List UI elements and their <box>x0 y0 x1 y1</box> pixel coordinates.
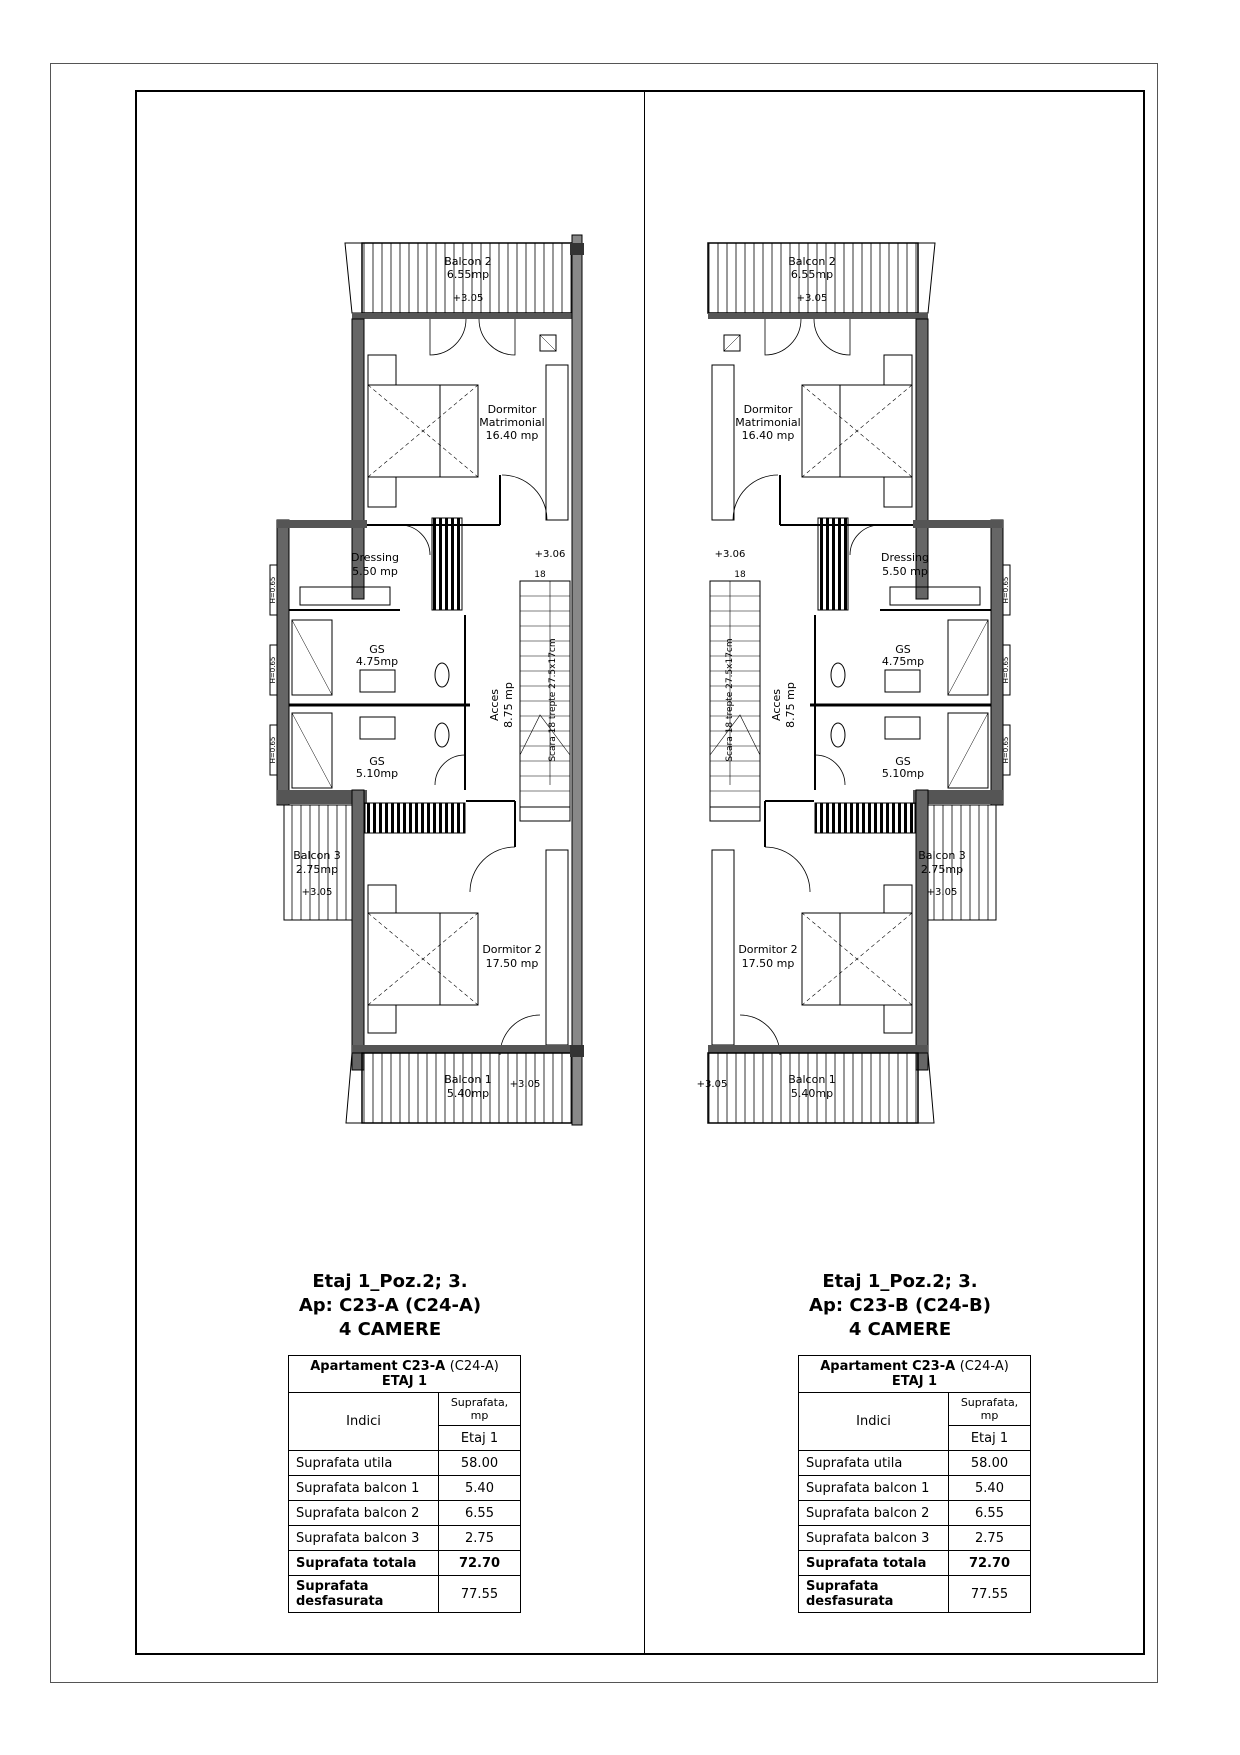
table-row <box>289 1526 521 1551</box>
table-left-subtitle: ETAJ 1 <box>381 1374 428 1389</box>
label-stair-left: Scara 18 trepte 27.5x17cm <box>548 638 558 762</box>
row-value: 72.70 <box>949 1551 1031 1576</box>
table-row <box>289 1451 521 1476</box>
window-h-left-1: H=0.65 <box>269 576 277 604</box>
area-balcon3-right: 2.75mp <box>920 863 964 876</box>
table-row <box>289 1576 521 1613</box>
area-acces-right: 8.75 mp <box>784 682 797 728</box>
label-matrimonial-left: Matrimonial <box>479 416 545 429</box>
level-stair-left: +3.06 <box>534 549 566 560</box>
area-balcon1-left: 5.40mp <box>446 1087 490 1100</box>
row-value: 2.75 <box>949 1526 1031 1551</box>
row-label: Suprafata totala <box>799 1551 949 1576</box>
row-label: Suprafata balcon 2 <box>289 1501 439 1526</box>
label-balcon1-left: Balcon 1 <box>444 1073 492 1086</box>
table-left-col-etaj: Etaj 1 <box>439 1426 521 1451</box>
caption-right <box>720 1270 1080 1342</box>
row-value: 5.40 <box>949 1476 1031 1501</box>
table-row <box>799 1576 1031 1613</box>
level-balcon1-right: +3.05 <box>696 1079 728 1090</box>
labels-left <box>269 255 565 1100</box>
label-gs2-right: GS <box>895 755 911 768</box>
label-balcon1-right: Balcon 1 <box>788 1073 836 1086</box>
bed-matrimonial-left <box>368 355 478 507</box>
table-right-subtitle: ETAJ 1 <box>891 1374 938 1389</box>
stair-top-step-right: 18 <box>734 570 746 580</box>
table-row <box>289 1476 521 1501</box>
area-acces-left: 8.75 mp <box>502 682 515 728</box>
table-row <box>289 1501 521 1526</box>
table-left-title <box>289 1356 521 1393</box>
label-matrimonial-right: Matrimonial <box>735 416 801 429</box>
table-row <box>799 1551 1031 1576</box>
area-balcon3-left: 2.75mp <box>295 863 339 876</box>
level-stair-right: +3.06 <box>714 549 746 560</box>
window-h-left-2: H=0.65 <box>269 656 277 684</box>
level-balcon1-left: +3.05 <box>509 1079 541 1090</box>
window-h-right-1: H=0.65 <box>1002 576 1010 604</box>
row-label: Suprafata utila <box>799 1451 949 1476</box>
row-label: Suprafata totala <box>289 1551 439 1576</box>
label-stair-right: Scara 18 trepte 27.5x17cm <box>725 638 735 762</box>
area-dormitor2-right: 17.50 mp <box>741 957 795 970</box>
label-dormitor2-left: Dormitor 2 <box>482 943 542 956</box>
label-dressing-right: Dressing <box>881 551 929 564</box>
caption-right-line2: Ap: C23-B (C24-B) <box>809 1295 991 1316</box>
row-label: Suprafata utila <box>289 1451 439 1476</box>
caption-right-line1: Etaj 1_Poz.2; 3. <box>822 1271 978 1292</box>
table-row <box>799 1451 1031 1476</box>
area-gs1-left: 4.75mp <box>355 655 399 668</box>
label-acces-right: Acces <box>770 689 783 721</box>
apartment-right <box>708 243 1010 1123</box>
window-h-right-3: H=0.65 <box>1002 736 1010 764</box>
label-acces-left: Acces <box>488 689 501 721</box>
table-right-title-thin: (C24-A) <box>959 1359 1009 1374</box>
area-gs2-left: 5.10mp <box>355 767 399 780</box>
table-row <box>799 1501 1031 1526</box>
table-row <box>799 1526 1031 1551</box>
label-gs2-left: GS <box>369 755 385 768</box>
label-gs1-left: GS <box>369 643 385 656</box>
area-balcon2-right: 6.55mp <box>790 268 834 281</box>
bed-dormitor-2-left <box>368 885 478 1033</box>
apartment-left <box>270 243 572 1123</box>
table-left-col-unit: Suprafata, mp <box>439 1393 521 1426</box>
area-dormitor-matrimonial-left: 16.40 mp <box>485 429 539 442</box>
table-row <box>799 1476 1031 1501</box>
row-value: 6.55 <box>949 1501 1031 1526</box>
area-dormitor2-left: 17.50 mp <box>485 957 539 970</box>
caption-left-line2: Ap: C23-A (C24-A) <box>298 1295 482 1316</box>
area-table-right <box>798 1355 1031 1613</box>
row-value: 6.55 <box>439 1501 521 1526</box>
caption-right-line3: 4 CAMERE <box>848 1319 952 1340</box>
row-value: 58.00 <box>949 1451 1031 1476</box>
table-row <box>289 1551 521 1576</box>
party-wall <box>572 235 582 1125</box>
floor-plan-svg <box>270 235 1010 1265</box>
label-balcon2-right: Balcon 2 <box>788 255 836 268</box>
area-dressing-left: 5.50 mp <box>352 565 398 578</box>
row-value: 72.70 <box>439 1551 521 1576</box>
area-gs2-right: 5.10mp <box>881 767 925 780</box>
label-dormitor2-right: Dormitor 2 <box>738 943 798 956</box>
label-gs1-right: GS <box>895 643 911 656</box>
level-balcon3-right: +3.05 <box>926 887 958 898</box>
table-right-col-unit: Suprafata, mp <box>949 1393 1031 1426</box>
row-label: Suprafata balcon 3 <box>289 1526 439 1551</box>
row-value: 2.75 <box>439 1526 521 1551</box>
caption-left-line3: 4 CAMERE <box>338 1319 442 1340</box>
table-right-title-bold: Apartament C23-A <box>820 1359 956 1374</box>
labels-right <box>697 255 1010 1100</box>
area-dressing-right: 5.50 mp <box>882 565 928 578</box>
level-balcon2-left: +3.05 <box>452 293 484 304</box>
table-right-title <box>799 1356 1031 1393</box>
window-h-right-2: H=0.65 <box>1002 656 1010 684</box>
row-value: 77.55 <box>949 1576 1031 1613</box>
window-h-left-3: H=0.65 <box>269 736 277 764</box>
row-label: Suprafata desfasurata <box>799 1576 949 1613</box>
row-value: 5.40 <box>439 1476 521 1501</box>
label-balcon2-left: Balcon 2 <box>444 255 492 268</box>
level-balcon2-right: +3.05 <box>796 293 828 304</box>
stair-top-step-left: 18 <box>534 570 546 580</box>
caption-left-line1: Etaj 1_Poz.2; 3. <box>312 1271 468 1292</box>
label-balcon3-right: Balcon 3 <box>918 849 966 862</box>
row-label: Suprafata balcon 2 <box>799 1501 949 1526</box>
level-balcon3-left: +3.05 <box>301 887 333 898</box>
area-table-left <box>288 1355 521 1613</box>
caption-left <box>210 1270 570 1342</box>
table-left-title-thin: (C24-A) <box>449 1359 499 1374</box>
label-dormitor-matrimonial-right: Dormitor <box>743 403 793 416</box>
table-left-col-indici: Indici <box>289 1393 439 1451</box>
row-label: Suprafata desfasurata <box>289 1576 439 1613</box>
row-label: Suprafata balcon 3 <box>799 1526 949 1551</box>
label-balcon3-left: Balcon 3 <box>293 849 341 862</box>
area-dormitor-matrimonial-right: 16.40 mp <box>741 429 795 442</box>
table-right-col-etaj: Etaj 1 <box>949 1426 1031 1451</box>
row-label: Suprafata balcon 1 <box>289 1476 439 1501</box>
area-gs1-right: 4.75mp <box>881 655 925 668</box>
dressing-shelves-left <box>432 518 462 610</box>
label-dormitor-matrimonial-left: Dormitor <box>487 403 537 416</box>
table-left-title-bold: Apartament C23-A <box>310 1359 446 1374</box>
floor-plan <box>270 235 1010 1265</box>
label-dressing-left: Dressing <box>351 551 399 564</box>
area-balcon2-left: 6.55mp <box>446 268 490 281</box>
row-value: 58.00 <box>439 1451 521 1476</box>
stair-left <box>520 581 570 821</box>
table-right-col-indici: Indici <box>799 1393 949 1451</box>
row-label: Suprafata balcon 1 <box>799 1476 949 1501</box>
area-balcon1-right: 5.40mp <box>790 1087 834 1100</box>
row-value: 77.55 <box>439 1576 521 1613</box>
